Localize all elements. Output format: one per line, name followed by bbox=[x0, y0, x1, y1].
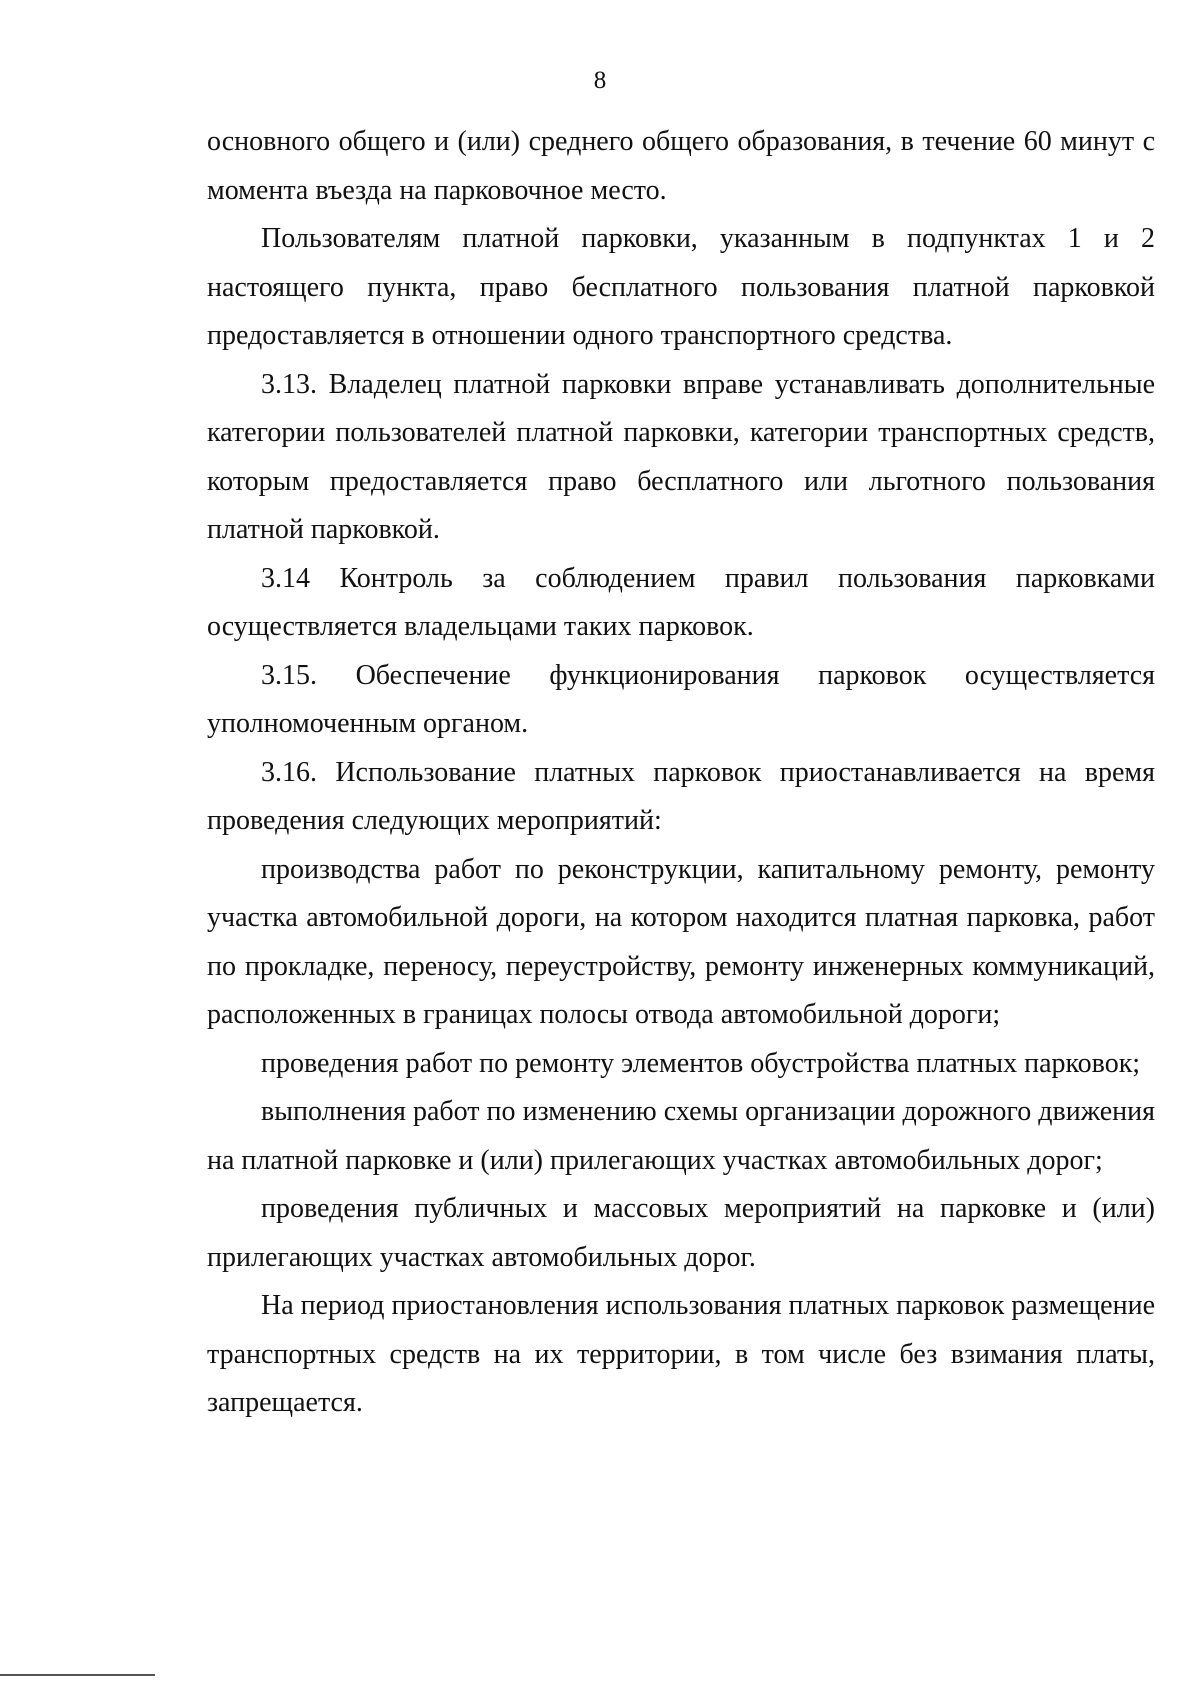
page-number: 8 bbox=[593, 67, 607, 94]
paragraph-3-15: 3.15. Обеспечение функционирования парковок осуществляется уполномоченным органом. bbox=[207, 659, 1155, 739]
paragraph-public-events: проведения публичных и массовых мероприятий на парковке и (или) прилегающих участках автомобильных дорог. bbox=[207, 1193, 1155, 1273]
paragraph-reconstruction-works: производства работ по реконструкции, капитальному ремонту, ремонту участка автомобильной дороги, на котором находится платная парковка, работ по прокладке, переносу, переустройству, ремонту инженерных коммуникаций, расположенных в границах полосы отвода автомобильной дороги; bbox=[207, 853, 1155, 1030]
paragraph-repair-works: проведения работ по ремонту элементов обустройства платных парковок; bbox=[261, 1047, 1141, 1079]
paragraph-suspension-ban: На период приостановления использования платных парковок размещение транспортных средств на их территории, в том числе без взимания платы, запрещается. bbox=[207, 1290, 1156, 1418]
paragraph-continuation: основного общего и (или) среднего общего образования, в течение 60 минут с момента въезда на парковочное место. bbox=[207, 126, 1155, 206]
paragraph-free-parking-users: Пользователям платной парковки, указанным в подпунктах 1 и 2 настоящего пункта, право бесплатного пользования платной парковкой предоставляется в отношении одного транспортного средства. bbox=[207, 223, 1155, 351]
document-body bbox=[207, 118, 1155, 1428]
footer-divider bbox=[0, 1674, 155, 1676]
paragraph-traffic-scheme-works: выполнения работ по изменению схемы организации дорожного движения на платной парковке и (или) прилегающих участках автомобильных дорог; bbox=[207, 1096, 1155, 1176]
paragraph-3-13: 3.13. Владелец платной парковки вправе устанавливать дополнительные категории пользователей платной парковки, категории транспортных средств, которым предоставляется право бесплатного или льготного пользования платной парковкой. bbox=[207, 368, 1155, 545]
paragraph-3-16: 3.16. Использование платных парковок приостанавливается на время проведения следующих мероприятий: bbox=[207, 756, 1155, 836]
paragraph-3-14: 3.14 Контроль за соблюдением правил пользования парковками осуществляется владельцами таких парковок. bbox=[207, 562, 1155, 642]
